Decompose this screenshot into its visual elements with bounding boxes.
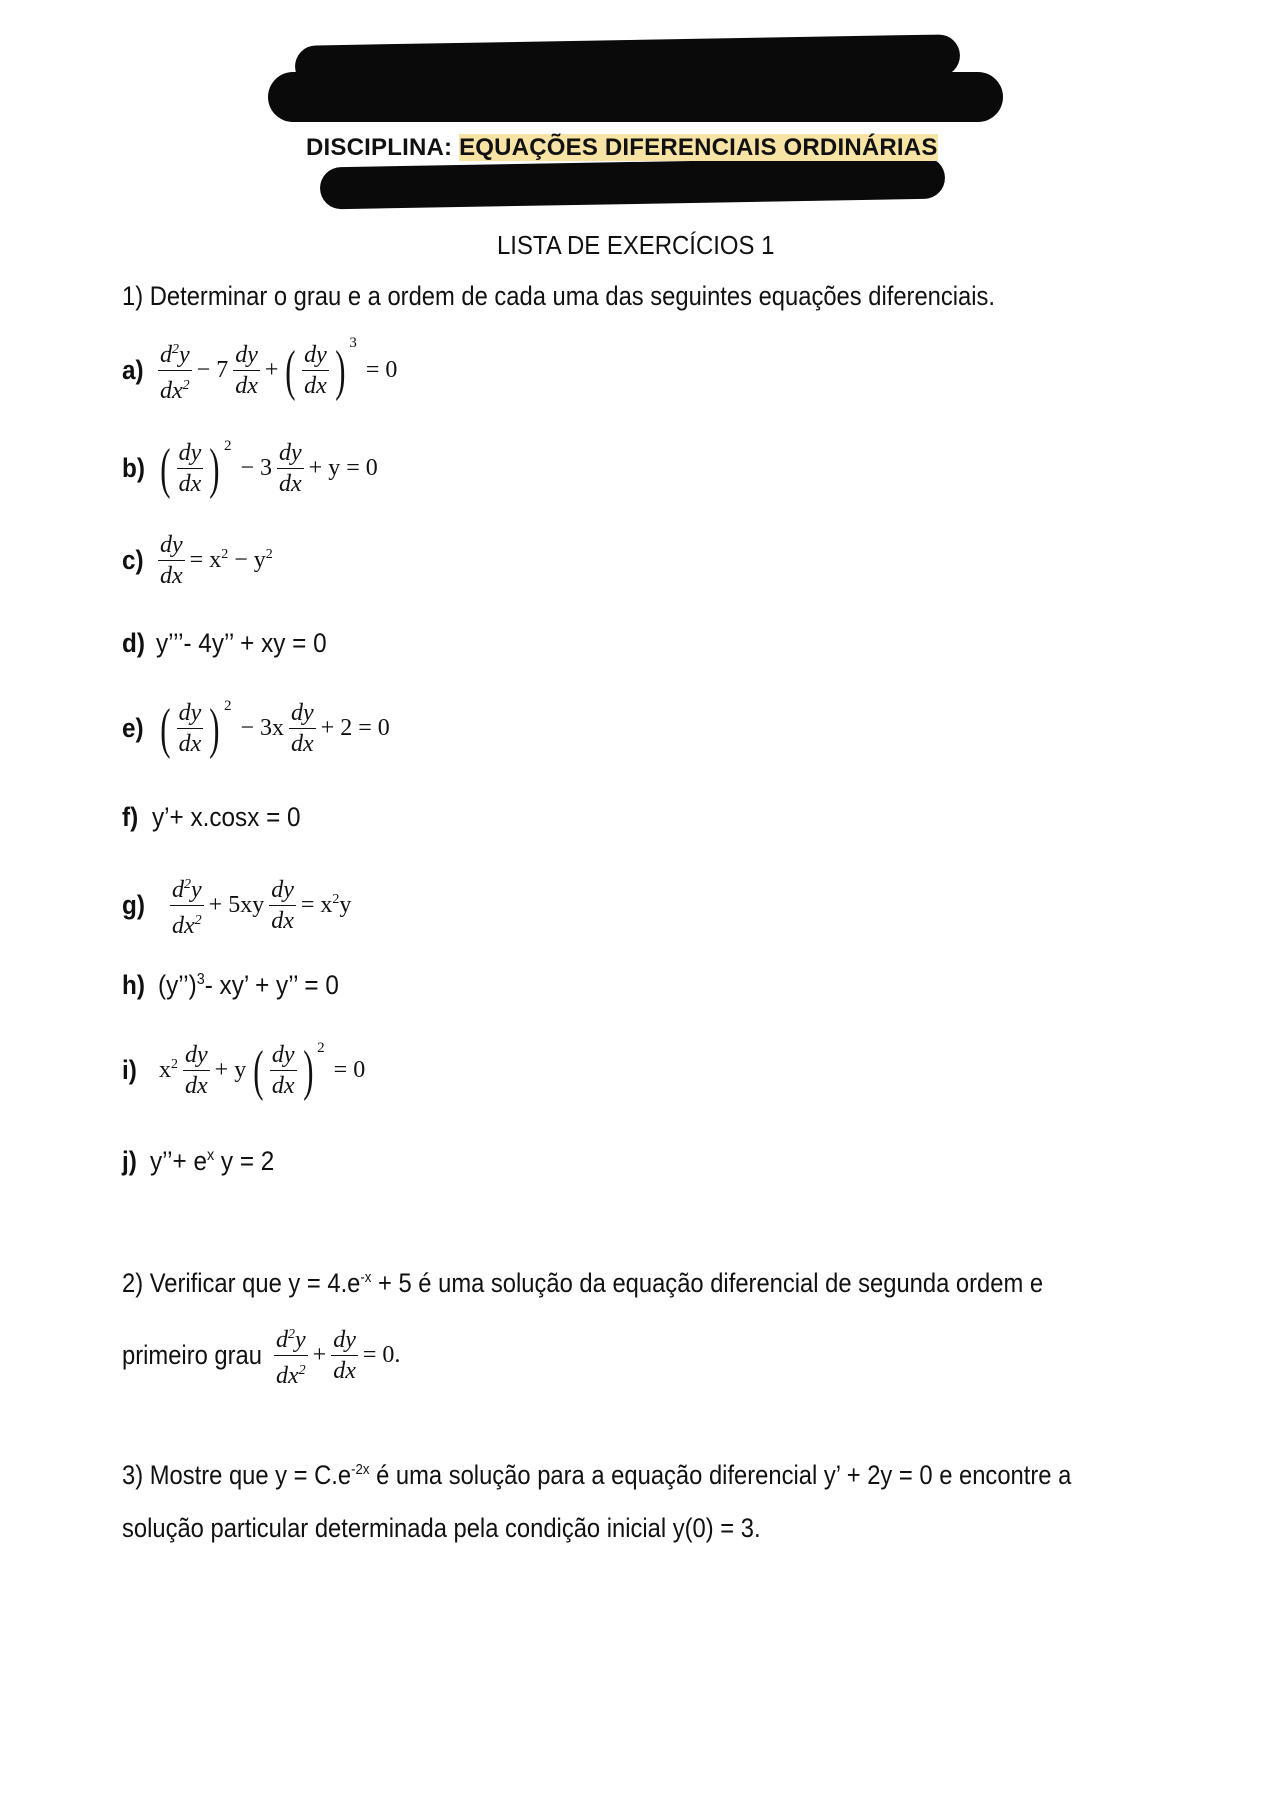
redaction-mark-middle xyxy=(268,72,1003,122)
item-a-label: a) xyxy=(122,355,144,385)
question-3-text-a: 3) Mostre que y = C.e xyxy=(122,1460,352,1490)
item-b xyxy=(122,438,381,499)
equation-e: ( $\frac{dy}{dx}$ ) 2 − 3x $\frac{dy}{dx}$ + 2 = 0 xyxy=(160,697,390,760)
item-a xyxy=(122,335,400,406)
item-e-label: e) xyxy=(122,713,144,743)
question-2-exponent: -x xyxy=(360,1269,372,1286)
item-f-label: f) xyxy=(122,802,139,832)
item-c-label: c) xyxy=(122,545,144,575)
equation-j-part1: y’’+ e xyxy=(150,1146,207,1176)
equation-d: y’’’- 4y’’ + xy = 0 xyxy=(156,628,327,658)
item-g xyxy=(122,870,354,941)
redaction-mark-bottom xyxy=(320,157,946,210)
equation-q2: $\frac{d^2y}{dx^2}$ + $\frac{dy}{dx}$ = 0. xyxy=(276,1327,401,1389)
discipline-name: EQUAÇÕES DIFERENCIAIS ORDINÁRIAS xyxy=(459,134,938,161)
item-d xyxy=(122,628,346,659)
item-h xyxy=(122,970,359,1001)
equation-i: $x^2$ $\frac{dy}{dx}$ + y ( $\frac{dy}{dx}$ ) 2 = 0 xyxy=(159,1039,366,1102)
question-3-text-b: é uma solução para a equação diferencial y’ + 2y = 0 e encontre a xyxy=(369,1460,1072,1490)
equation-g: $\frac{d^2y}{dx^2}$ + 5xy $\frac{dy}{dx}$ = $x^2y$ xyxy=(172,877,352,939)
item-c xyxy=(122,530,276,591)
item-j-label: j) xyxy=(122,1146,137,1176)
item-g-label: g) xyxy=(122,890,145,920)
question-2-line-2 xyxy=(122,1320,403,1391)
discipline-label: DISCIPLINA: xyxy=(306,134,453,161)
question-2-line-2-text: primeiro grau xyxy=(122,1340,262,1370)
question-2-text-a: 2) Verificar que y = 4.e xyxy=(122,1268,361,1298)
item-b-label: b) xyxy=(122,453,145,483)
question-3-line-1 xyxy=(122,1460,1071,1491)
item-h-label: h) xyxy=(122,970,145,1000)
equation-b: ( $\frac{dy}{dx}$ ) 2 − 3 $\frac{dy}{dx}$ + y = 0 xyxy=(160,437,378,500)
question-2-line-1 xyxy=(122,1268,1043,1299)
equation-h-part1: (y’’) xyxy=(158,970,197,1000)
equation-h-part2: - xy’ + y’’ = 0 xyxy=(204,970,339,1000)
equation-a: $\frac{d^2y}{dx^2}$ − 7 $\frac{dy}{dx}$ + ( $\frac{dy}{dx}$ ) 3 = 0 xyxy=(160,335,398,404)
question-1-text: 1) Determinar o grau e a ordem de cada uma das seguintes equações diferenciais. xyxy=(122,281,996,311)
equation-j-exponent: x xyxy=(206,1147,215,1164)
discipline-line xyxy=(306,134,938,162)
question-2-text-b: + 5 é uma solução da equação diferencial de segunda ordem e xyxy=(371,1268,1044,1298)
equation-h-exponent: 3 xyxy=(196,971,205,988)
equation-j xyxy=(150,1146,274,1177)
question-3-line-2: solução particular determinada pela condição inicial y(0) = 3. xyxy=(122,1513,761,1543)
item-d-label: d) xyxy=(122,628,145,658)
item-i xyxy=(122,1040,368,1101)
item-i-label: i) xyxy=(122,1055,137,1085)
equation-j-part2: y = 2 xyxy=(214,1146,275,1176)
item-e xyxy=(122,698,393,759)
question-3-exponent: -2x xyxy=(351,1461,370,1478)
equation-c: $\frac{dy}{dx}$ = $x^2 - y^2$ xyxy=(160,532,273,589)
list-title: LISTA DE EXERCÍCIOS 1 xyxy=(497,230,775,260)
item-j xyxy=(122,1146,288,1177)
item-f xyxy=(122,802,317,833)
equation-h xyxy=(158,970,339,1001)
equation-f: y’+ x.cosx = 0 xyxy=(152,802,301,832)
